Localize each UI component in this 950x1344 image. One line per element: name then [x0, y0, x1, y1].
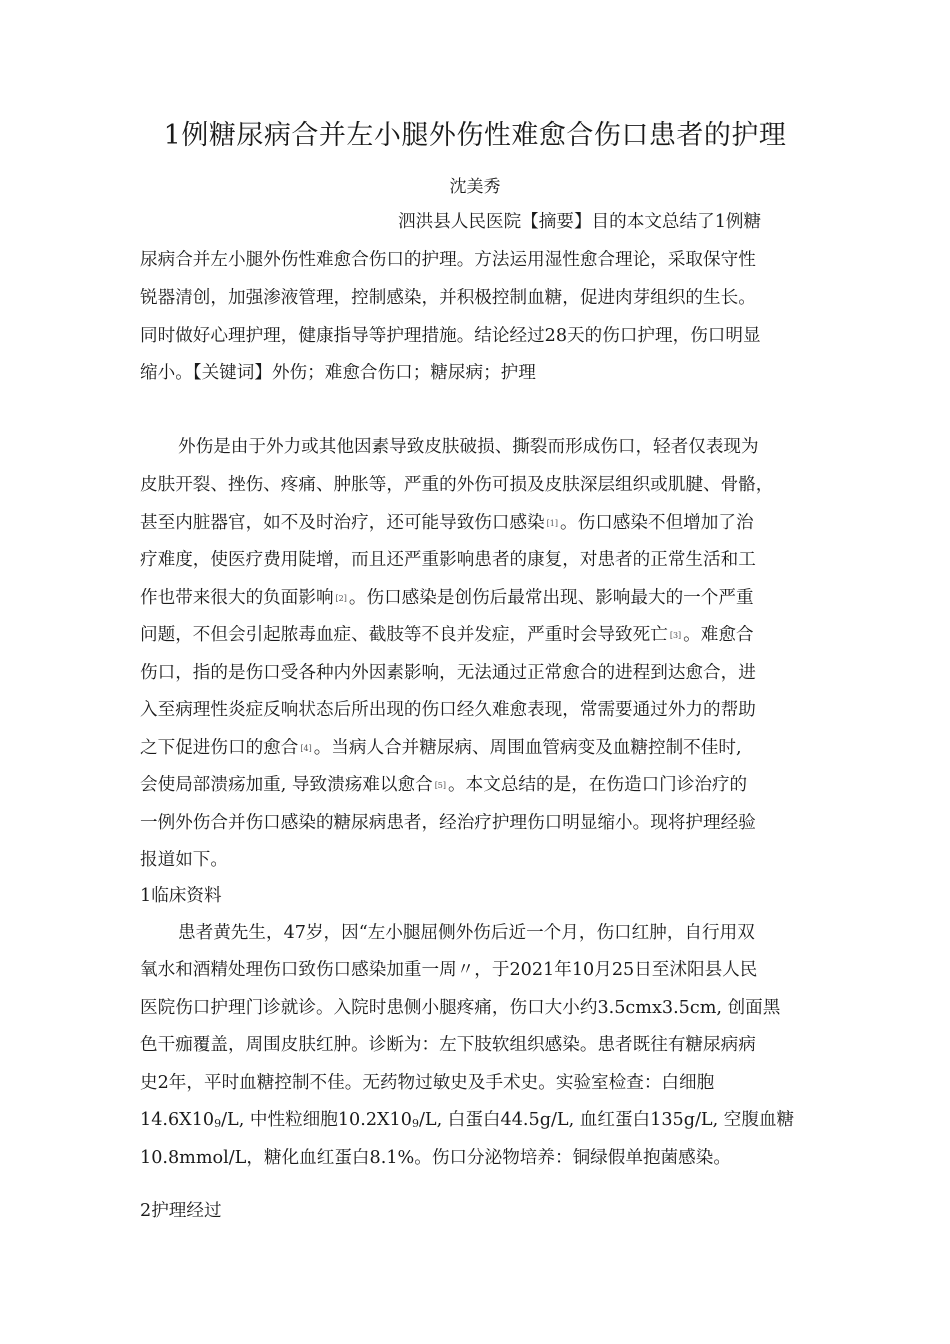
abstract-line: 泗洪县人民医院【摘要】目的本文总结了1例糖	[398, 212, 762, 232]
intro-line: 疗难度，使医疗费用陡增，而且还严重影响患者的康复，对患者的正常生活和工	[140, 550, 756, 570]
citation-ref: [4]	[300, 744, 312, 753]
intro-line: 之下促进伤口的愈合 [4] 。当病人合并糖尿病、周围血管病变及血糖控制不佳时,	[140, 738, 742, 758]
section1-line: 14.6X109/L, 中性粒细胞10.2X109/L, 白蛋白44.5g/L, 血红蛋白135g/L, 空腹血糖	[140, 1110, 795, 1130]
section-heading: 2护理经过	[140, 1201, 222, 1221]
abstract-line: 尿病合并左小腿外伤性难愈合伤口的护理。方法运用湿性愈合理论，采取保守性	[140, 250, 756, 270]
document-title: 1例糖尿病合并左小腿外伤性难愈合伤口患者的护理	[163, 120, 787, 151]
section-heading: 1临床资料	[140, 886, 222, 906]
section1-line: 患者黄先生，47岁，因“左小腿屈侧外伤后近一个月，伤口红肿，自行用双	[178, 923, 755, 943]
citation-ref: [5]	[434, 781, 447, 790]
section1-line: 10.8mmol/L，糖化血红蛋白8.1%。伤口分泌物培养：铜绿假单抱菌感染。	[140, 1148, 731, 1168]
intro-line: 伤口，指的是伤口受各种内外因素影响，无法通过正常愈合的进程到达愈合，进	[140, 663, 756, 683]
abstract-line: 同时做好心理护理，健康指导等护理措施。结论经过28天的伤口护理，伤口明显	[140, 326, 761, 346]
section1-line: 史2年，平时血糖控制不佳。无药物过敏史及手术史。实验室检查：白细胞	[140, 1073, 715, 1093]
intro-line: 作也带来很大的负面影响 [2] 。伤口感染是创伤后最常出现、影响最大的一个严重	[140, 588, 754, 608]
abstract-line: 缩小。【关键词】外伤；难愈合伤口；糖尿病；护理	[140, 363, 536, 383]
intro-line: 入至病理性炎症反响状态后所出现的伤口经久难愈表现，常需要通过外力的帮助	[140, 700, 756, 720]
citation-ref: [1]	[546, 519, 559, 528]
abstract-line: 锐器清创，加强渗液管理，控制感染，并积极控制血糖，促进肉芽组织的生长。	[140, 288, 756, 308]
author-name: 沈美秀	[449, 177, 501, 197]
intro-line: 外伤是由于外力或其他因素导致皮肤破损、撕裂而形成伤口，轻者仅表现为	[178, 437, 759, 457]
section1-line: 氧水和酒精处理伤口致伤口感染加重一周〃，于2021年10月25日至沭阳县人民	[140, 960, 758, 980]
intro-line: 一例外伤合并伤口感染的糖尿病患者，经治疗护理伤口明显缩小。现将护理经验	[140, 813, 756, 833]
intro-line: 会使局部溃疡加重, 导致溃疡难以愈合 [5] 。本文总结的是，在伤造口门诊治疗的	[140, 775, 748, 795]
intro-line: 报道如下。	[140, 850, 228, 870]
section1-line: 医院伤口护理门诊就诊。入院时患侧小腿疼痛，伤口大小约3.5cmx3.5cm, 创面黑	[140, 998, 781, 1018]
section1-line: 色干痂覆盖，周围皮肤红肿。诊断为：左下肢软组织感染。患者既往有糖尿病病	[140, 1035, 756, 1055]
intro-line: 甚至内脏器官，如不及时治疗，还可能导致伤口感染 [1] 。伤口感染不但增加了治	[140, 513, 754, 533]
intro-line: 问题，不但会引起脓毒血症、截肢等不良并发症，严重时会导致死亡 [3] 。难愈合	[140, 625, 754, 645]
citation-ref: [2]	[335, 594, 347, 603]
intro-line: 皮肤开裂、挫伤、疼痛、肿胀等，严重的外伤可损及皮肤深层组织或肌腱、骨骼，	[140, 475, 774, 495]
citation-ref: [3]	[669, 631, 682, 640]
